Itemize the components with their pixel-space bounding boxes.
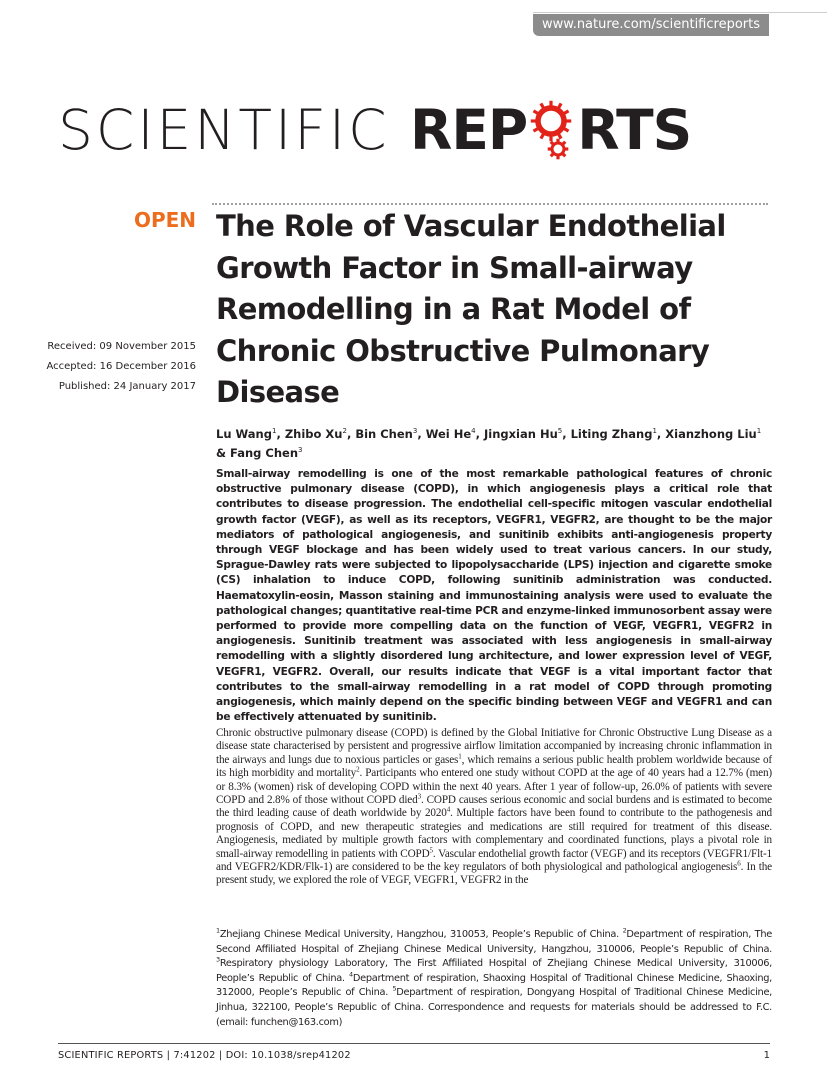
published-date: Published: 24 January 2017	[58, 381, 196, 392]
gear-tooth	[541, 103, 544, 108]
author-name: Liting Zhang	[570, 426, 653, 441]
gear-tooth	[559, 103, 562, 108]
affiliation-text: Department of respiration, The Second Affiliated Hospital of Zhejiang Chinese Medical University, Hangzhou, 310006, People’s Republic of China.	[216, 929, 772, 955]
author-affiliation-mark: 4	[471, 427, 476, 435]
author-affiliation-mark: 3	[298, 445, 303, 454]
author-list: Lu Wang$^1$, Zhibo Xu$^2$, Bin Chen$^3$, Wei He$^4$, Jingxian Hu$^5$, Liting Zhang$^1$, Xianzhong Liu$^1$ & Fang Chen$^3$	[216, 426, 762, 460]
citation-mark[interactable]: 3	[417, 792, 421, 801]
footer-citation: SCIENTIFIC REPORTS | 7:41202 | DOI: 10.1038/srep41202	[58, 1050, 351, 1061]
author-affiliation-mark: 1	[271, 427, 277, 435]
affiliation-mark: 5	[392, 985, 397, 994]
affiliation-text: Department of respiration, Dongyang Hospital of Traditional Chinese Medicine, Jinhua, 322100, People’s Republic of China. Correspondence and requests for materials should be addressed to F.C. (email: funchen@163.com)	[216, 987, 772, 1028]
affiliation-mark: 1	[216, 926, 220, 935]
gear-tooth	[564, 128, 569, 131]
author-affiliation-mark: 2	[342, 427, 347, 435]
body-text-segment: , which remains a serious public health problem worldwide because of its high morbidity and mortality	[216, 753, 772, 780]
journal-url-tab[interactable]: www.nature.com/scientificreports	[533, 14, 769, 36]
citation-mark[interactable]: 2	[356, 765, 360, 774]
gear-tooth	[563, 142, 566, 145]
author-name: Bin Chen	[355, 426, 413, 441]
citation-mark[interactable]: 6	[737, 859, 741, 868]
author-affiliation-mark: 1	[756, 427, 762, 435]
body-paragraph	[216, 727, 772, 888]
author-name: Wei He	[425, 426, 472, 441]
masthead-scientific: SCIENTIFIC	[58, 98, 410, 162]
body-text-segment: . COPD causes serious economic and social burdens and is estimated to become the third leading cause of death worldwide by 2020	[216, 794, 772, 820]
page-number: 1	[763, 1050, 770, 1061]
article-title: The Role of Vascular Endothelial Growth Factor in Small-airway Remodelling in a Rat Model of Chronic Obstructive Pulmonary Disease	[216, 209, 726, 409]
gear-tooth	[551, 142, 554, 145]
affiliation-text: Zhejiang Chinese Medical University, Hangzhou, 310053, People’s Republic of China.	[219, 929, 623, 940]
received-date: Received: 09 November 2015	[47, 341, 196, 352]
gear-tooth	[534, 111, 539, 114]
header-rule	[533, 12, 827, 13]
citation-mark[interactable]: 4	[446, 805, 451, 814]
gear-tooth	[534, 128, 539, 131]
author-affiliation-mark: 1	[652, 427, 657, 435]
affiliations	[216, 928, 772, 1030]
author-name: Lu Wang	[216, 426, 272, 441]
affiliation-mark: 3	[216, 955, 220, 964]
accepted-date: Accepted: 16 December 2016	[46, 361, 196, 372]
gear-tooth	[541, 134, 544, 139]
gear-ring	[538, 108, 564, 134]
citation-mark[interactable]: 1	[458, 752, 462, 761]
title-dotted-rule	[212, 203, 768, 205]
gear-ring	[552, 143, 564, 155]
body-text-segment: . Participants who entered one study without COPD at the age of 40 years had a 12.7% (men) or 8.3% (women) risk of developing COPD within the next 40 years. After 1 year of follow-up, 26.0% of patients with severe COPD and 2.8% of those without COPD died	[216, 767, 772, 807]
article-dates	[30, 337, 196, 397]
author-name: Jingxian Hu	[484, 426, 558, 441]
masthead-rep: REP	[410, 98, 528, 162]
gear-tooth	[559, 134, 562, 139]
abstract: Small-airway remodelling is one of the most remarkable pathological features of chronic obstructive pulmonary disease (COPD), in which angiogenesis plays a critical role that contributes to disease progression. The endothelial cell-specific mitogen vascular endothelial growth factor (VEGF), as well as its receptors, VEGFR1, VEGFR2, are thought to be the major mediators of pathological angiogenesis, and sunitinib exhibits anti-angiogenesis property through VEGF blockage and has been widely used to treat various cancers. In our study, Sprague-Dawley rats were subjected to lipopolysaccharide (LPS) injection and cigarette smoke (CS) inhalation to induce COPD, following sunitinib administration was conducted. Haematoxylin-eosin, Masson staining and immunostaining analysis were used to evaluate the pathological changes; quantitative real-time PCR and enzyme-linked immunosorbent assay were performed to provide more compelling data on the function of VEGF, VEGFR1, VEGFR2 in angiogenesis. Sunitinib treatment was associated with less angiogenesis in small-airway remodelling with a slightly disordered lung architecture, and lower expression level of VEGF, VEGFR1, VEGFR2. Overall, our results indicate that VEGF is a vital important factor that contributes to the small-airway remodelling in a rat model of COPD through promoting angiogenesis, which mainly depend on the specific binding between VEGF and VEGFR1 and can be effectively attenuated by sunitinib.	[216, 468, 772, 724]
body-text-segment: . In the present study, we explored the role of VEGF, VEGFR1, VEGFR2 in the	[216, 861, 772, 887]
author-affiliation-mark: 3	[412, 427, 418, 435]
body-text-segment: Chronic obstructive pulmonary disease (COPD) is defined by the Global Initiative for Chronic Obstructive Lung Disease as a disease state characterised by persistent and progressive airflow limitation accompanied by increasing chronic inflammation in the airways and lungs due to noxious particles or gases	[216, 727, 772, 766]
author-name: Zhibo Xu	[284, 426, 343, 441]
affiliation-text: Respiratory physiology Laboratory, The First Affiliated Hospital of Zhejiang Chinese Medical University, 310006, People’s Republic of China.	[216, 958, 772, 984]
affiliation-mark: 4	[349, 970, 353, 979]
body-text-segment: . Multiple factors have been found to contribute to the pathogenesis and prognosis of COPD, and new therapeutic strategies and medications are still required for treatment of this disease. Angiogenesis, mediated by multiple growth factors with complementary and coordinated functions, plays a pivotal role in small-airway remodelling in patients with COPD	[216, 807, 772, 860]
open-access-label: OPEN	[133, 208, 196, 232]
journal-masthead	[58, 90, 691, 170]
body-text-segment: . Vascular endothelial growth factor (VEGF) and its receptors (VEGFR1/Flt-1 and VEGFR2/KDR/Flk-1) are considered to be the key regulators of both physiological and pathological angiogenesis	[216, 847, 772, 874]
author-name: Fang Chen	[230, 445, 299, 460]
affiliation-text: Department of respiration, Shaoxing Hospital of Traditional Chinese Medicine, Shaoxing, 312000, People’s Republic of China.	[216, 972, 772, 999]
affiliation-mark: 2	[622, 926, 627, 935]
citation-mark[interactable]: 5	[429, 845, 433, 854]
footer-rule	[58, 1043, 770, 1044]
gear-tooth	[564, 111, 569, 114]
gear-tooth	[563, 154, 566, 157]
masthead-rts: RTS	[577, 98, 692, 162]
author-affiliation-mark: 5	[557, 427, 563, 435]
author-name: Xianzhong Liu	[665, 426, 757, 441]
gear-tooth	[551, 154, 554, 157]
gear-logo-icon	[527, 97, 577, 155]
